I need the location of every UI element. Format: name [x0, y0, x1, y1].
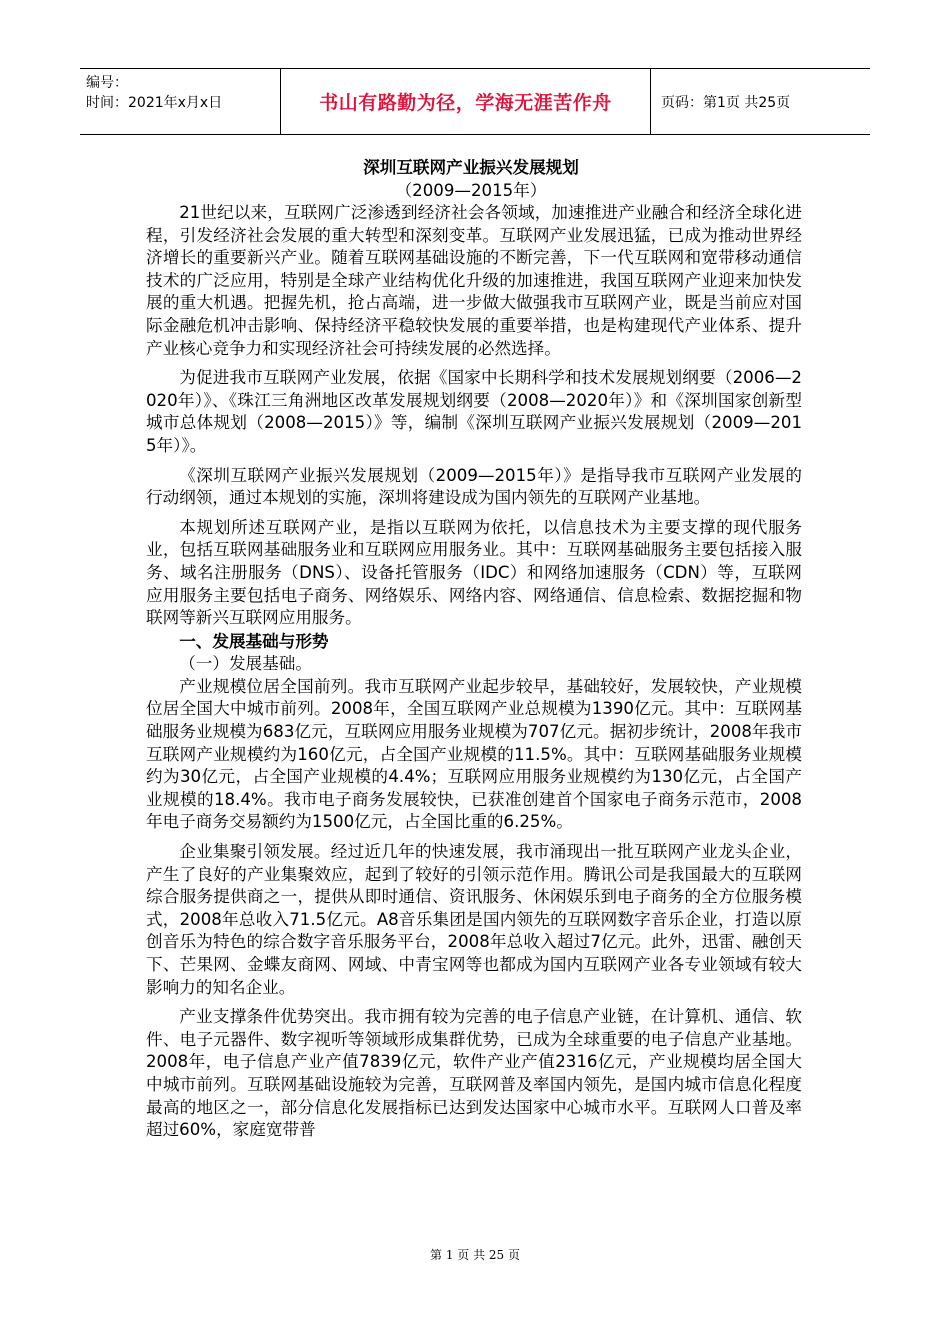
paragraph-support: 产业支撑条件优势突出。我市拥有较为完善的电子信息产业链，在计算机、通信、软件、电子元器件、数字视听等领域形成集群优势，已成为全球重要的电子信息产业基地。2008年，电子信息产业产值7839亿元，软件产业产值2316亿元，产业规模均居全国大中城市前列。互联网基础设施较为完善，互联网普及率国内领先，是国内城市信息化程度最高的地区之一，部分信息化发展指标已达到发达国家中心城市水平。互联网人口普及率超过60%，家庭宽带普 [146, 1007, 802, 1140]
document-number-label: 编号： [86, 75, 128, 91]
paragraph-guideline: 《深圳互联网产业振兴发展规划（2009—2015年）》是指导我市互联网产业发展的行动纲领，通过本规划的实施，深圳将建设成为国内领先的互联网产业基地。 [146, 465, 802, 508]
header-table [80, 68, 870, 135]
subsection-heading: （一）发展基础。 [179, 654, 312, 674]
section-heading: 一、发展基础与形势 [179, 631, 329, 651]
header-motto: 书山有路勤为径，学海无涯苦作舟 [280, 69, 651, 134]
document-title: 深圳互联网产业振兴发展规划 [363, 158, 579, 177]
paragraph-enterprises: 企业集聚引领发展。经过近几年的快速发展，我市涌现出一批互联网产业龙头企业，产生了良好的产业集聚效应，起到了较好的引领示范作用。腾讯公司是我国最大的互联网综合服务提供商之一，提供从即时通信、资讯服务、休闲娱乐到电子商务的全方位服务模式，2008年总收入71.5亿元。A8音乐集团是国内领先的互联网数字音乐企业，打造以原创音乐为特色的综合数字音乐服务平台，2008年总收入超过7亿元。此外，迅雷、融创天下、芒果网、金蝶友商网、网域、中青宝网等也都成为国内互联网产业各专业领域有较大影响力的知名企业。 [146, 842, 802, 997]
paragraph-scope: 本规划所述互联网产业，是指以互联网为依托，以信息技术为主要支撑的现代服务业，包括互联网基础服务业和互联网应用服务业。其中：互联网基础服务主要包括接入服务、域名注册服务（DNS）、设备托管服务（IDC）和网络加速服务（CDN）等，互联网应用服务主要包括电子商务、网络娱乐、网络内容、网络通信、信息检索、数据挖掘和物联网等新兴互联网应用服务。 [146, 517, 802, 628]
document-subtitle: （2009—2015年） [395, 181, 547, 200]
document-time-label: 时间：2021年x月x日 [86, 95, 223, 111]
paragraph-scale: 产业规模位居全国前列。我市互联网产业起步较早，基础较好，发展较快，产业规模位居全国大中城市前列。2008年，全国互联网产业总规模为1390亿元。其中：互联网基础服务业规模为683亿元，互联网应用服务业规模为707亿元。据初步统计，2008年我市互联网产业规模约为160亿元，占全国产业规模的11.5%。其中：互联网基础服务业规模约为30亿元，占全国产业规模的4.4%；互联网应用服务业规模约为130亿元，占全国产业规模的18.4%。我市电子商务发展较快，已获准创建首个国家电子商务示范市，2008年电子商务交易额约为1500亿元，占全国比重的6.25%。 [146, 676, 802, 832]
paragraph-basis: 为促进我市互联网产业发展，依据《国家中长期科学和技术发展规划纲要（2006—2020年）》、《珠江三角洲地区改革发展规划纲要（2008—2020年）》和《深圳国家创新型城市总体规划（2008—2015）》等，编制《深圳互联网产业振兴发展规划（2009—2015年）》。 [146, 368, 802, 455]
header-left-cell [80, 69, 280, 134]
page-footer: 第 1 页 共 25 页 [430, 1248, 520, 1262]
header-page-info: 页码：第1页 共25页 [661, 94, 791, 111]
paragraph-intro: 21世纪以来，互联网广泛渗透到经济社会各领域，加速推进产业融合和经济全球化进程，引发经济社会发展的重大转型和深刻变革。互联网产业发展迅猛，已成为推动世界经济增长的重要新兴产业。随着互联网基础设施的不断完善，下一代互联网和宽带移动通信技术的广泛应用，特别是全球产业结构优化升级的加速推进，我国互联网产业迎来加快发展的重大机遇。把握先机，抢占高端，进一步做大做强我市互联网产业，既是当前应对国际金融危机冲击影响、保持经济平稳较快发展的重要举措，也是构建现代产业体系、提升产业核心竞争力和实现经济社会可持续发展的必然选择。 [146, 203, 802, 358]
document-body [146, 156, 802, 1142]
